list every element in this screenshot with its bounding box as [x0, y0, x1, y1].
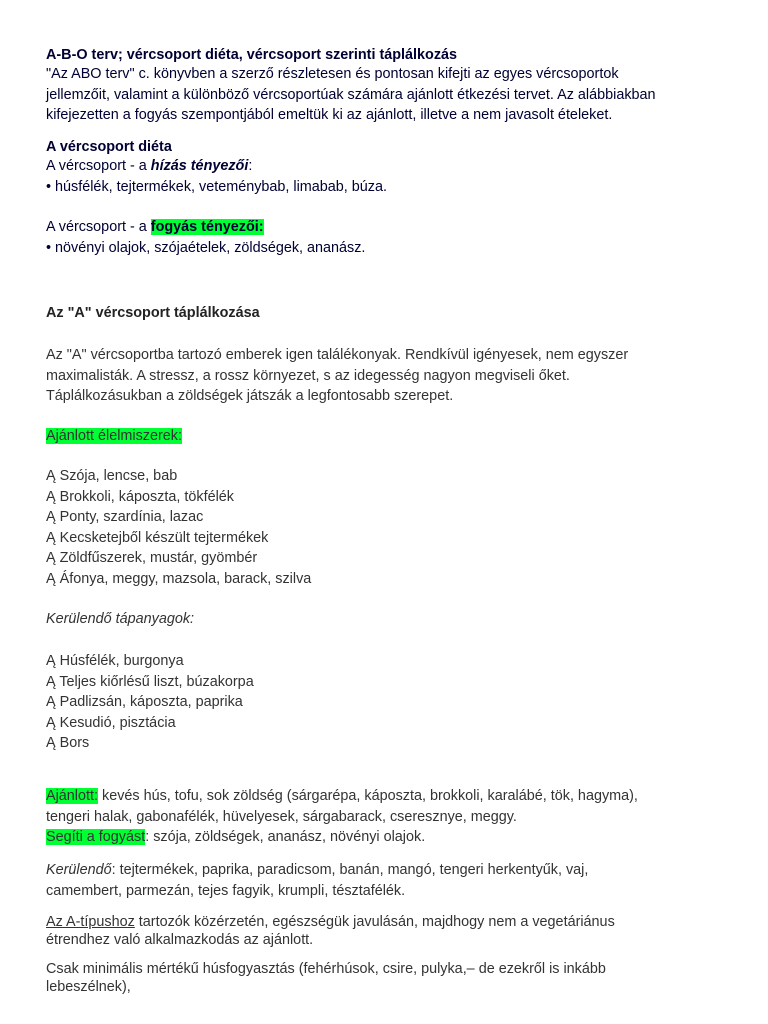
list-item: Ą Áfonya, meggy, mazsola, barack, szilva [46, 570, 312, 587]
list-item: Ą Kecsketejből készült tejtermékek [46, 529, 269, 546]
summary-line [46, 827, 736, 848]
avoid-label: Kerülendő [46, 862, 112, 878]
intro-line: jellemzőit, valamint a különböző vércsoportúak számára ajánlott étkezési tervet. Az alábbiakban [46, 86, 656, 103]
gain-factors-line [46, 156, 736, 177]
intro-line: "Az ABO terv" c. könyvben a szerző részletesen és pontosan kifejti az egyes vércsoportok [46, 66, 619, 82]
summary-line: étrendhez való alkalmazkodás az ajánlott. [46, 931, 314, 948]
list-item: Ą Zöldfűszerek, mustár, gyömbér [46, 550, 258, 566]
para-line: Táplálkozásukban a zöldségek játszák a legfontosabb szerepet. [46, 388, 454, 404]
loss-items: • növényi olajok, szójaételek, zöldségek, ananász. [46, 240, 366, 256]
type-a-paragraph [46, 914, 736, 949]
summary-line: lebeszélnek), [46, 978, 131, 995]
summary-line [46, 860, 736, 881]
section-a-heading: Az "A" vércsoport táplálkozása [46, 305, 260, 321]
doc-title: A-B-O terv; vércsoport diéta, vércsoport szerinti táplálkozás [46, 47, 458, 63]
avoid-summary [46, 860, 736, 901]
gain-suffix: : [248, 158, 253, 174]
gain-prefix: A vércsoport - a [46, 158, 151, 174]
type-a-link[interactable]: Az A-típushoz [46, 914, 135, 930]
intro-paragraph [46, 64, 736, 126]
helps-weight-loss-label: Segíti a fogyást [46, 829, 146, 845]
list-item: Ą Szója, lencse, bab [46, 468, 178, 484]
loss-emphasis: fogyás tényezői: [150, 219, 264, 235]
avoid-heading: Kerülendő tápanyagok: [46, 611, 195, 627]
recommended-heading-line [46, 426, 736, 447]
list-item: Ą Bors [46, 735, 90, 751]
list-item: Ą Kesudió, pisztácia [46, 714, 176, 731]
para-line: maximalisták. A stressz, a rossz környezet, s az idegesség nagyon megviseli őket. [46, 367, 570, 384]
gain-emphasis: hízás tényezői [150, 158, 249, 174]
summary-line: Csak minimális mértékű húsfogyasztás (fehérhúsok, csire, pulyka,– de ezekről is inkább [46, 961, 606, 977]
summary-line [46, 914, 736, 932]
summary-line [46, 786, 736, 807]
section-a-paragraph [46, 345, 736, 407]
recommended-summary [46, 786, 736, 848]
intro-line: kifejezetten a fogyás szempontjából emeltük ki az ajánlott, illetve a nem javasolt ételeket. [46, 107, 613, 123]
avoid-list [46, 651, 736, 754]
diet-heading: A vércsoport diéta [46, 139, 172, 155]
summary-line: tengeri halak, gabonafélék, hüvelyesek, sárgabarack, cseresznye, meggy. [46, 808, 517, 825]
gain-items: • húsfélék, tejtermékek, veteménybab, limabab, búza. [46, 179, 387, 195]
loss-prefix: A vércsoport - a [46, 219, 151, 235]
list-item: Ą Ponty, szardínia, lazac [46, 509, 204, 525]
recommended-heading: Ajánlott élelmiszerek: [46, 428, 182, 444]
para-line: Az "A" vércsoportba tartozó emberek igen találékonyak. Rendkívül igényesek, nem egyszer [46, 347, 629, 363]
recommended-list [46, 466, 736, 589]
loss-factors-line [46, 217, 736, 238]
summary-line: camembert, parmezán, tejes fagyik, krumpli, tésztafélék. [46, 882, 406, 899]
avoid-text: : tejtermékek, paprika, paradicsom, banán, mangó, tengeri herkentyűk, vaj, [111, 862, 589, 878]
helps-weight-loss-text: : szója, zöldségek, ananász, növényi olajok. [145, 829, 426, 845]
list-item: Ą Brokkoli, káposzta, tökfélék [46, 488, 234, 505]
recommended-label: Ajánlott: [46, 788, 98, 804]
type-a-text: tartozók közérzetén, egészségük javulásán, majdhogy nem a vegetáriánus [134, 914, 615, 930]
list-item: Ą Teljes kiőrlésű liszt, búzakorpa [46, 673, 254, 690]
list-item: Ą Húsfélék, burgonya [46, 653, 184, 669]
list-item: Ą Padlizsán, káposzta, paprika [46, 694, 243, 710]
meat-paragraph [46, 961, 736, 996]
recommended-text: kevés hús, tofu, sok zöldség (sárgarépa, káposzta, brokkoli, karalábé, tök, hagyma), [98, 788, 638, 804]
